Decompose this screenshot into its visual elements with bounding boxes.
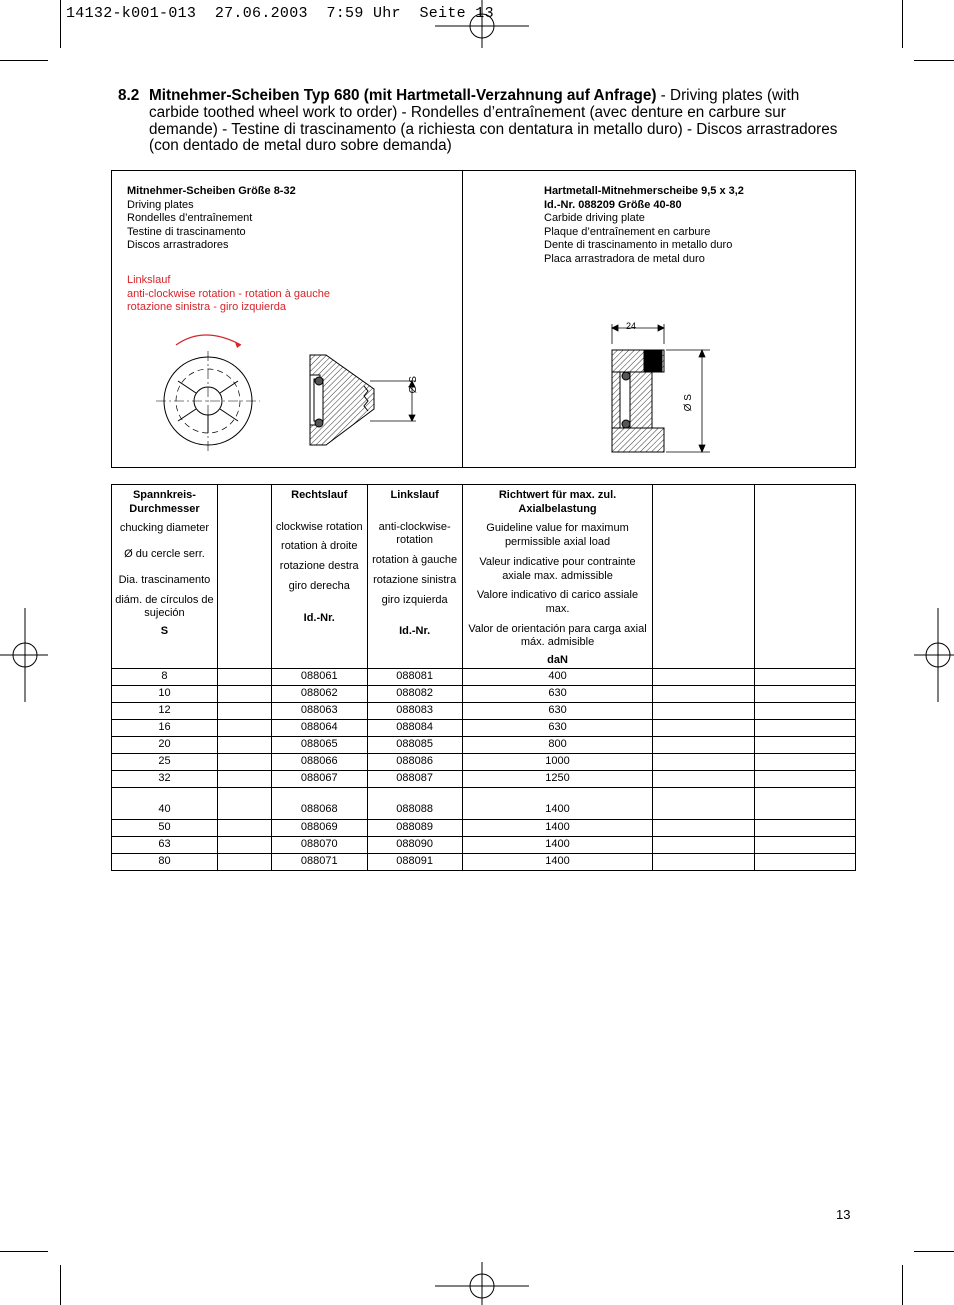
- cell-clockwise-id: 088065: [271, 736, 367, 753]
- header-empty: [755, 485, 856, 669]
- dim-label-width: 24: [626, 321, 637, 331]
- figure-right-line: Dente di trascinamento in metallo duro: [544, 239, 733, 251]
- cell-empty: [755, 853, 856, 870]
- cell-empty: [653, 836, 755, 853]
- cell-clockwise-id: 088070: [271, 836, 367, 853]
- driving-plate-front-view: [156, 323, 266, 453]
- cell-axial-load: 630: [462, 702, 653, 719]
- figure-left-line: Testine di trascinamento: [127, 225, 246, 238]
- cell-clockwise-id: 088067: [271, 770, 367, 787]
- cell-empty: [755, 685, 856, 702]
- cell-axial-load: 630: [462, 719, 653, 736]
- cell-anticlockwise-id: 088086: [367, 753, 462, 770]
- cell-anticlockwise-id: 088082: [367, 685, 462, 702]
- cell-empty: [653, 787, 755, 819]
- cell-empty: [217, 702, 271, 719]
- cell-diameter: 80: [112, 853, 218, 870]
- cell-empty: [653, 719, 755, 736]
- carbide-plate-section-view: [606, 316, 716, 456]
- figure-left-line: Driving plates: [127, 198, 194, 211]
- cell-empty: [217, 668, 271, 685]
- cell-empty: [217, 853, 271, 870]
- header-diameter: Spannkreis- Durchmesser chucking diameter Ø du cercle serr. Dia. trascinamento diám. de círculos de sujeción S: [112, 485, 218, 669]
- table-row: [112, 753, 856, 770]
- cell-axial-load: 800: [462, 736, 653, 753]
- cell-anticlockwise-id: 088090: [367, 836, 462, 853]
- cell-empty: [653, 753, 755, 770]
- cell-axial-load: 1000: [462, 753, 653, 770]
- cell-anticlockwise-id: 088085: [367, 736, 462, 753]
- header-anticlockwise: Linkslauf anti-clockwise-rotation rotation à gauche rotazione sinistra giro izquierda Id.-Nr.: [367, 485, 462, 669]
- cell-diameter: 8: [112, 668, 218, 685]
- table-row: [112, 702, 856, 719]
- cell-anticlockwise-id: 088089: [367, 819, 462, 836]
- figure-left-heading: Mitnehmer-Scheiben Größe 8-32: [127, 185, 296, 197]
- cell-empty: [217, 719, 271, 736]
- cell-clockwise-id: 088068: [271, 787, 367, 819]
- section-title: [118, 88, 853, 155]
- cell-empty: [217, 787, 271, 819]
- figure-left-caption: [127, 185, 296, 253]
- cell-diameter: 10: [112, 685, 218, 702]
- cell-anticlockwise-id: 088083: [367, 702, 462, 719]
- cell-diameter: 25: [112, 753, 218, 770]
- order-table: [111, 484, 856, 871]
- cell-axial-load: 400: [462, 668, 653, 685]
- cell-empty: [755, 736, 856, 753]
- table-row: [112, 719, 856, 736]
- header-empty: [653, 485, 755, 669]
- rotation-note-line: rotazione sinistra - giro izquierda: [127, 301, 286, 313]
- cell-clockwise-id: 088064: [271, 719, 367, 736]
- cell-empty: [217, 736, 271, 753]
- page-number: 13: [836, 1207, 851, 1222]
- table-header-row: [112, 485, 856, 669]
- table-row: [112, 770, 856, 787]
- cell-diameter: 32: [112, 770, 218, 787]
- section-number: 8.2: [118, 87, 140, 104]
- cell-empty: [755, 753, 856, 770]
- cell-clockwise-id: 088071: [271, 853, 367, 870]
- cell-anticlockwise-id: 088088: [367, 787, 462, 819]
- cell-empty: [755, 787, 856, 819]
- header-clockwise: Rechtslauf clockwise rotation rotation à droite rotazione destra giro derecha Id.-Nr.: [271, 485, 367, 669]
- cell-diameter: 50: [112, 819, 218, 836]
- cell-axial-load: 1400: [462, 819, 653, 836]
- figure-right-line: Carbide driving plate: [544, 212, 645, 224]
- figure-right-heading: Hartmetall-Mitnehmerscheibe 9,5 x 3,2: [544, 185, 744, 197]
- cell-clockwise-id: 088069: [271, 819, 367, 836]
- cell-empty: [755, 836, 856, 853]
- figure-right-caption: [544, 185, 744, 266]
- cell-diameter: 63: [112, 836, 218, 853]
- rotation-note-line: Linkslauf: [127, 274, 171, 286]
- cell-anticlockwise-id: 088084: [367, 719, 462, 736]
- cell-axial-load: 1400: [462, 787, 653, 819]
- cell-empty: [653, 668, 755, 685]
- cell-axial-load: 630: [462, 685, 653, 702]
- rotation-note-line: anti-clockwise rotation - rotation à gauche: [127, 287, 330, 300]
- section-title-translations: - Driving plates (with carbide toothed wheel work to order) - Rondelles d’entraînement (avec denture en carbure sur demande) - Testine di trascinamento (a richiesta con dentatura in metallo duro) - Discos arrastradores (con dentado de metal duro sobre demanda): [149, 87, 838, 155]
- cell-empty: [653, 770, 755, 787]
- cell-empty: [653, 819, 755, 836]
- figure-right-heading-id: Id.-Nr. 088209 Größe 40-80: [544, 198, 682, 211]
- cell-diameter: 16: [112, 719, 218, 736]
- figure-left-line: Discos arrastradores: [127, 239, 229, 251]
- figure-box: [111, 170, 856, 468]
- cell-diameter: 12: [112, 702, 218, 719]
- cell-axial-load: 1400: [462, 853, 653, 870]
- cell-diameter: 40: [112, 787, 218, 819]
- cell-clockwise-id: 088066: [271, 753, 367, 770]
- cell-empty: [755, 702, 856, 719]
- cell-clockwise-id: 088061: [271, 668, 367, 685]
- cell-axial-load: 1400: [462, 836, 653, 853]
- cell-empty: [653, 702, 755, 719]
- cell-empty: [755, 770, 856, 787]
- table-row: [112, 787, 856, 819]
- header-empty: [217, 485, 271, 669]
- cell-clockwise-id: 088063: [271, 702, 367, 719]
- table-row: [112, 736, 856, 753]
- cell-empty: [217, 836, 271, 853]
- figure-divider: [462, 171, 463, 467]
- table-row: [112, 668, 856, 685]
- cell-empty: [653, 853, 755, 870]
- dim-label-left: Ø S: [407, 376, 419, 394]
- cell-anticlockwise-id: 088091: [367, 853, 462, 870]
- cell-empty: [755, 819, 856, 836]
- cell-empty: [217, 685, 271, 702]
- dim-label-right: Ø S: [682, 394, 694, 412]
- cell-empty: [755, 668, 856, 685]
- cell-diameter: 20: [112, 736, 218, 753]
- cell-empty: [217, 770, 271, 787]
- table-row: [112, 685, 856, 702]
- header-axial-load: Richtwert für max. zul. Axialbelastung Guideline value for maximum permissible axial load Valeur indicative pour contrainte axiale max. admissible Valore indicativo di carico assiale max. Valor de orientación para carga axial máx. admisible daN: [462, 485, 653, 669]
- figure-right-line: Plaque d’entraînement en carbure: [544, 225, 711, 238]
- section-title-bold: Mitnehmer-Scheiben Typ 680 (mit Hartmetall-Verzahnung auf Anfrage): [149, 87, 657, 104]
- cell-anticlockwise-id: 088087: [367, 770, 462, 787]
- cell-axial-load: 1250: [462, 770, 653, 787]
- cell-empty: [755, 719, 856, 736]
- cell-empty: [217, 819, 271, 836]
- print-slug: 14132-k001-013 27.06.2003 7:59 Uhr Seite 13: [66, 5, 494, 22]
- driving-plate-section-view: [302, 351, 422, 451]
- cell-anticlockwise-id: 088081: [367, 668, 462, 685]
- table-row: [112, 853, 856, 870]
- table-row: [112, 836, 856, 853]
- table-row: [112, 819, 856, 836]
- figure-left-line: Rondelles d’entraînement: [127, 212, 253, 224]
- cell-empty: [653, 685, 755, 702]
- cell-empty: [217, 753, 271, 770]
- table-body: [112, 668, 856, 870]
- figure-right-line: Placa arrastradora de metal duro: [544, 252, 705, 265]
- cell-clockwise-id: 088062: [271, 685, 367, 702]
- rotation-note: [127, 274, 330, 315]
- cell-empty: [653, 736, 755, 753]
